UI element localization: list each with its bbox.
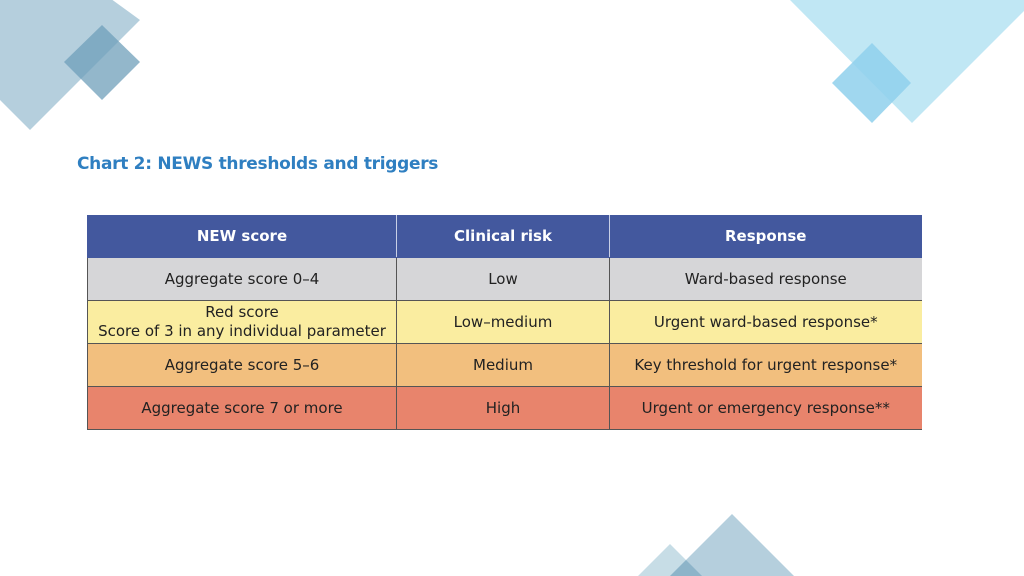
- news-thresholds-table: [87, 215, 922, 430]
- score-text: Aggregate score 7 or more: [141, 398, 343, 417]
- cell-response: Urgent ward-based response*: [610, 301, 922, 344]
- cell-response: Urgent or emergency response**: [610, 387, 922, 430]
- score-text-line-2: Score of 3 in any individual parameter: [98, 322, 386, 340]
- cell-score: [88, 301, 397, 344]
- cell-response: Key threshold for urgent response*: [610, 344, 922, 387]
- deco-diamond-top-right-large: [790, 0, 1024, 123]
- header-clinical-risk: Clinical risk: [397, 216, 610, 258]
- cell-risk: High: [397, 387, 610, 430]
- score-text: Aggregate score 0–4: [164, 269, 320, 288]
- score-text: Aggregate score 5–6: [164, 355, 320, 374]
- table-header-row: [88, 216, 922, 258]
- cell-score: [88, 258, 397, 301]
- cell-response: Ward-based response: [610, 258, 922, 301]
- cell-risk: Medium: [397, 344, 610, 387]
- table-row: [88, 344, 922, 387]
- table-row: [88, 301, 922, 344]
- chart-title: Chart 2: NEWS thresholds and triggers: [77, 154, 439, 174]
- table-row: [88, 387, 922, 430]
- cell-score: [88, 344, 397, 387]
- header-new-score: NEW score: [88, 216, 397, 258]
- cell-risk: Low–medium: [397, 301, 610, 344]
- score-text-line-1: Red score: [205, 303, 279, 321]
- cell-risk: Low: [397, 258, 610, 301]
- header-response: Response: [610, 216, 922, 258]
- table-row: [88, 258, 922, 301]
- cell-score: [88, 387, 397, 430]
